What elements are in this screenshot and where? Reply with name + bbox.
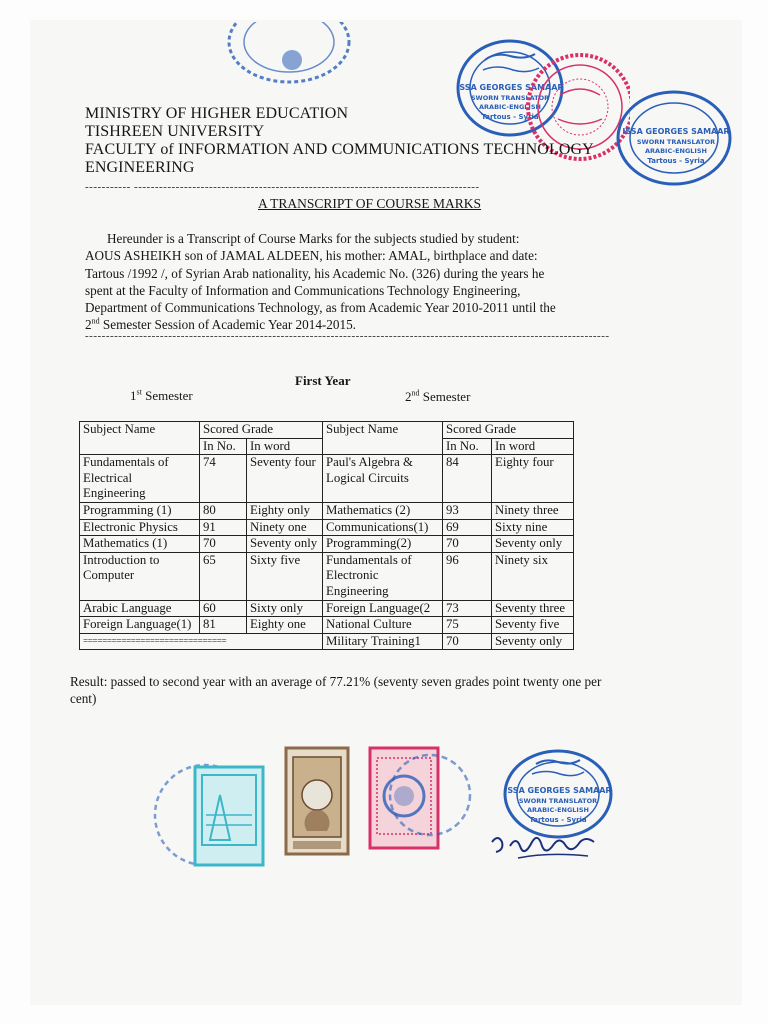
stamp-right-line-1: ISSA GEORGES SAMAAR: [622, 127, 730, 136]
header-in-word-1: In word: [247, 438, 323, 455]
grade-word-cell: Seventy three: [492, 600, 574, 617]
table-row: [80, 633, 574, 650]
year-title: First Year: [295, 373, 351, 388]
revenue-stamp-red: [365, 740, 475, 855]
grade-number-cell: 70: [200, 536, 247, 553]
subject-cell: Fundamentals of Electrical Engineering: [80, 455, 200, 503]
grade-word-cell: Ninety six: [492, 552, 574, 600]
intro-separator: ------------------------------------------------------------------------------------------------------------------------------: [85, 330, 610, 342]
header-in-word-2: In word: [492, 438, 574, 455]
intro-line-3: Tartous /1992 /, of Syrian Arab nationality, his Academic No. (326) during the years he: [85, 265, 545, 281]
subject-cell: National Culture: [323, 617, 443, 634]
intro-line-6-sup: nd: [91, 317, 100, 327]
header-in-no-2: In No.: [443, 438, 492, 455]
table-row: [80, 552, 574, 600]
header-separator: ----------- -----------------------------------------------------------------------------------: [85, 181, 480, 193]
grade-number-cell: 91: [200, 519, 247, 536]
header-scored-2: Scored Grade: [443, 422, 574, 439]
stamp-line-3: ARABIC-ENGLISH: [479, 103, 541, 111]
translator-stamp-bottom: [502, 748, 614, 840]
grade-number-cell: 73: [443, 600, 492, 617]
header-subject-1: Subject Name: [80, 422, 200, 455]
grade-number-cell: 65: [200, 552, 247, 600]
intro-line-6-rest: Semester Session of Academic Year 2014-2015.: [99, 317, 356, 333]
faculty-line: FACULTY of INFORMATION AND COMMUNICATIONS TECHNOLOGY: [85, 141, 594, 158]
grade-word-cell: Ninety one: [247, 519, 323, 536]
subject-cell: Mathematics (2): [323, 502, 443, 519]
subject-cell: Mathematics (1): [80, 536, 200, 553]
grade-number-cell: 60: [200, 600, 247, 617]
grade-number-cell: 74: [200, 455, 247, 503]
stamp-bottom-line-2: SWORN TRANSLATOR: [518, 797, 598, 805]
grade-number-cell: 70: [443, 536, 492, 553]
revenue-stamp-brown: [283, 745, 353, 857]
stamp-line-4: Tartous - Syria: [481, 113, 539, 121]
stamp-bottom-line-3: ARABIC-ENGLISH: [527, 806, 589, 814]
grade-number-cell: 75: [443, 617, 492, 634]
stamp-line-1: ISSA GEORGES SAMAAR: [456, 83, 564, 92]
grade-word-cell: Seventy only: [247, 536, 323, 553]
semester-2-label: 2nd Semester: [405, 388, 471, 404]
header-in-no-1: In No.: [200, 438, 247, 455]
table-row: [80, 502, 574, 519]
semester-1-label: 1st Semester: [130, 387, 193, 403]
course-marks-table: [79, 421, 574, 650]
intro-line-6-num: 2: [85, 317, 92, 333]
header-subject-2: Subject Name: [323, 422, 443, 455]
intro-line-1: Hereunder is a Transcript of Course Marks for the subjects studied by student:: [107, 231, 520, 246]
table-row: [80, 617, 574, 634]
subject-cell: Introduction to Computer: [80, 552, 200, 600]
grade-number-cell: 96: [443, 552, 492, 600]
subject-cell: Arabic Language: [80, 600, 200, 617]
subject-cell: Communications(1): [323, 519, 443, 536]
grade-word-cell: Seventy only: [492, 633, 574, 650]
table-row: [80, 536, 574, 553]
intro-line-4: spent at the Faculty of Information and Communications Technology Engineering,: [85, 282, 521, 298]
grade-number-cell: 69: [443, 519, 492, 536]
translator-signature: [488, 828, 608, 868]
intro-line-2: AOUS ASHEIKH son of JAMAL ALDEEN, his mother: AMAL, birthplace and date:: [85, 248, 538, 264]
stamp-right-line-2: SWORN TRANSLATOR: [636, 138, 716, 146]
grade-word-cell: Seventy four: [247, 455, 323, 503]
header-scored-1: Scored Grade: [200, 422, 323, 439]
grade-number-cell: 80: [200, 502, 247, 519]
table-row: [80, 455, 574, 503]
university-line: TISHREEN UNIVERSITY: [85, 123, 265, 140]
grade-word-cell: Sixty nine: [492, 519, 574, 536]
subject-cell: Military Training1: [323, 633, 443, 650]
table-row: [80, 600, 574, 617]
grade-word-cell: Eighty four: [492, 455, 574, 503]
subject-cell: Foreign Language(1): [80, 617, 200, 634]
grade-number-cell: 81: [200, 617, 247, 634]
subject-cell: Programming (1): [80, 502, 200, 519]
grade-word-cell: Eighty only: [247, 502, 323, 519]
subject-cell: Programming(2): [323, 536, 443, 553]
grade-word-cell: Sixty only: [247, 600, 323, 617]
subject-cell: Foreign Language(2: [323, 600, 443, 617]
grade-word-cell: Seventy only: [492, 536, 574, 553]
translator-stamp-right: [612, 88, 732, 188]
revenue-stamp-cyan: [150, 755, 270, 875]
subject-cell: Paul's Algebra & Logical Circuits: [323, 455, 443, 503]
grade-number-cell: 70: [443, 633, 492, 650]
stamp-bottom-line-4: Tartous - Syria: [529, 816, 587, 824]
subject-cell: Electronic Physics: [80, 519, 200, 536]
intro-line-5: Department of Communications Technology, as from Academic Year 2010-2011 until the: [85, 300, 556, 316]
table-header-row: [80, 422, 574, 439]
grade-number-cell: 84: [443, 455, 492, 503]
stamp-bottom-line-1: ISSA GEORGES SAMAAR: [504, 786, 612, 795]
grade-word-cell: Seventy five: [492, 617, 574, 634]
table-row: [80, 519, 574, 536]
document-title: A TRANSCRIPT OF COURSE MARKS: [258, 196, 482, 211]
grade-word-cell: Sixty five: [247, 552, 323, 600]
result-text: Result: passed to second year with an average of 77.21% (seventy seven grades point twenty one per cent): [70, 674, 602, 706]
grade-word-cell: Ninety three: [492, 502, 574, 519]
grade-number-cell: 93: [443, 502, 492, 519]
separator-cell: ==============================: [80, 633, 323, 650]
intro-paragraph: [85, 230, 645, 334]
stamp-line-2: SWORN TRANSLATOR: [470, 94, 550, 102]
ministry-line: MINISTRY OF HIGHER EDUCATION: [85, 105, 349, 122]
faculty-line-cont: ENGINEERING: [85, 159, 195, 176]
subject-cell: Fundamentals of Electronic Engineering: [323, 552, 443, 600]
grade-word-cell: Eighty one: [247, 617, 323, 634]
university-seal-top: [222, 22, 357, 84]
stamp-right-line-3: ARABIC-ENGLISH: [645, 147, 707, 155]
stamp-right-line-4: Tartous - Syria: [647, 157, 705, 165]
